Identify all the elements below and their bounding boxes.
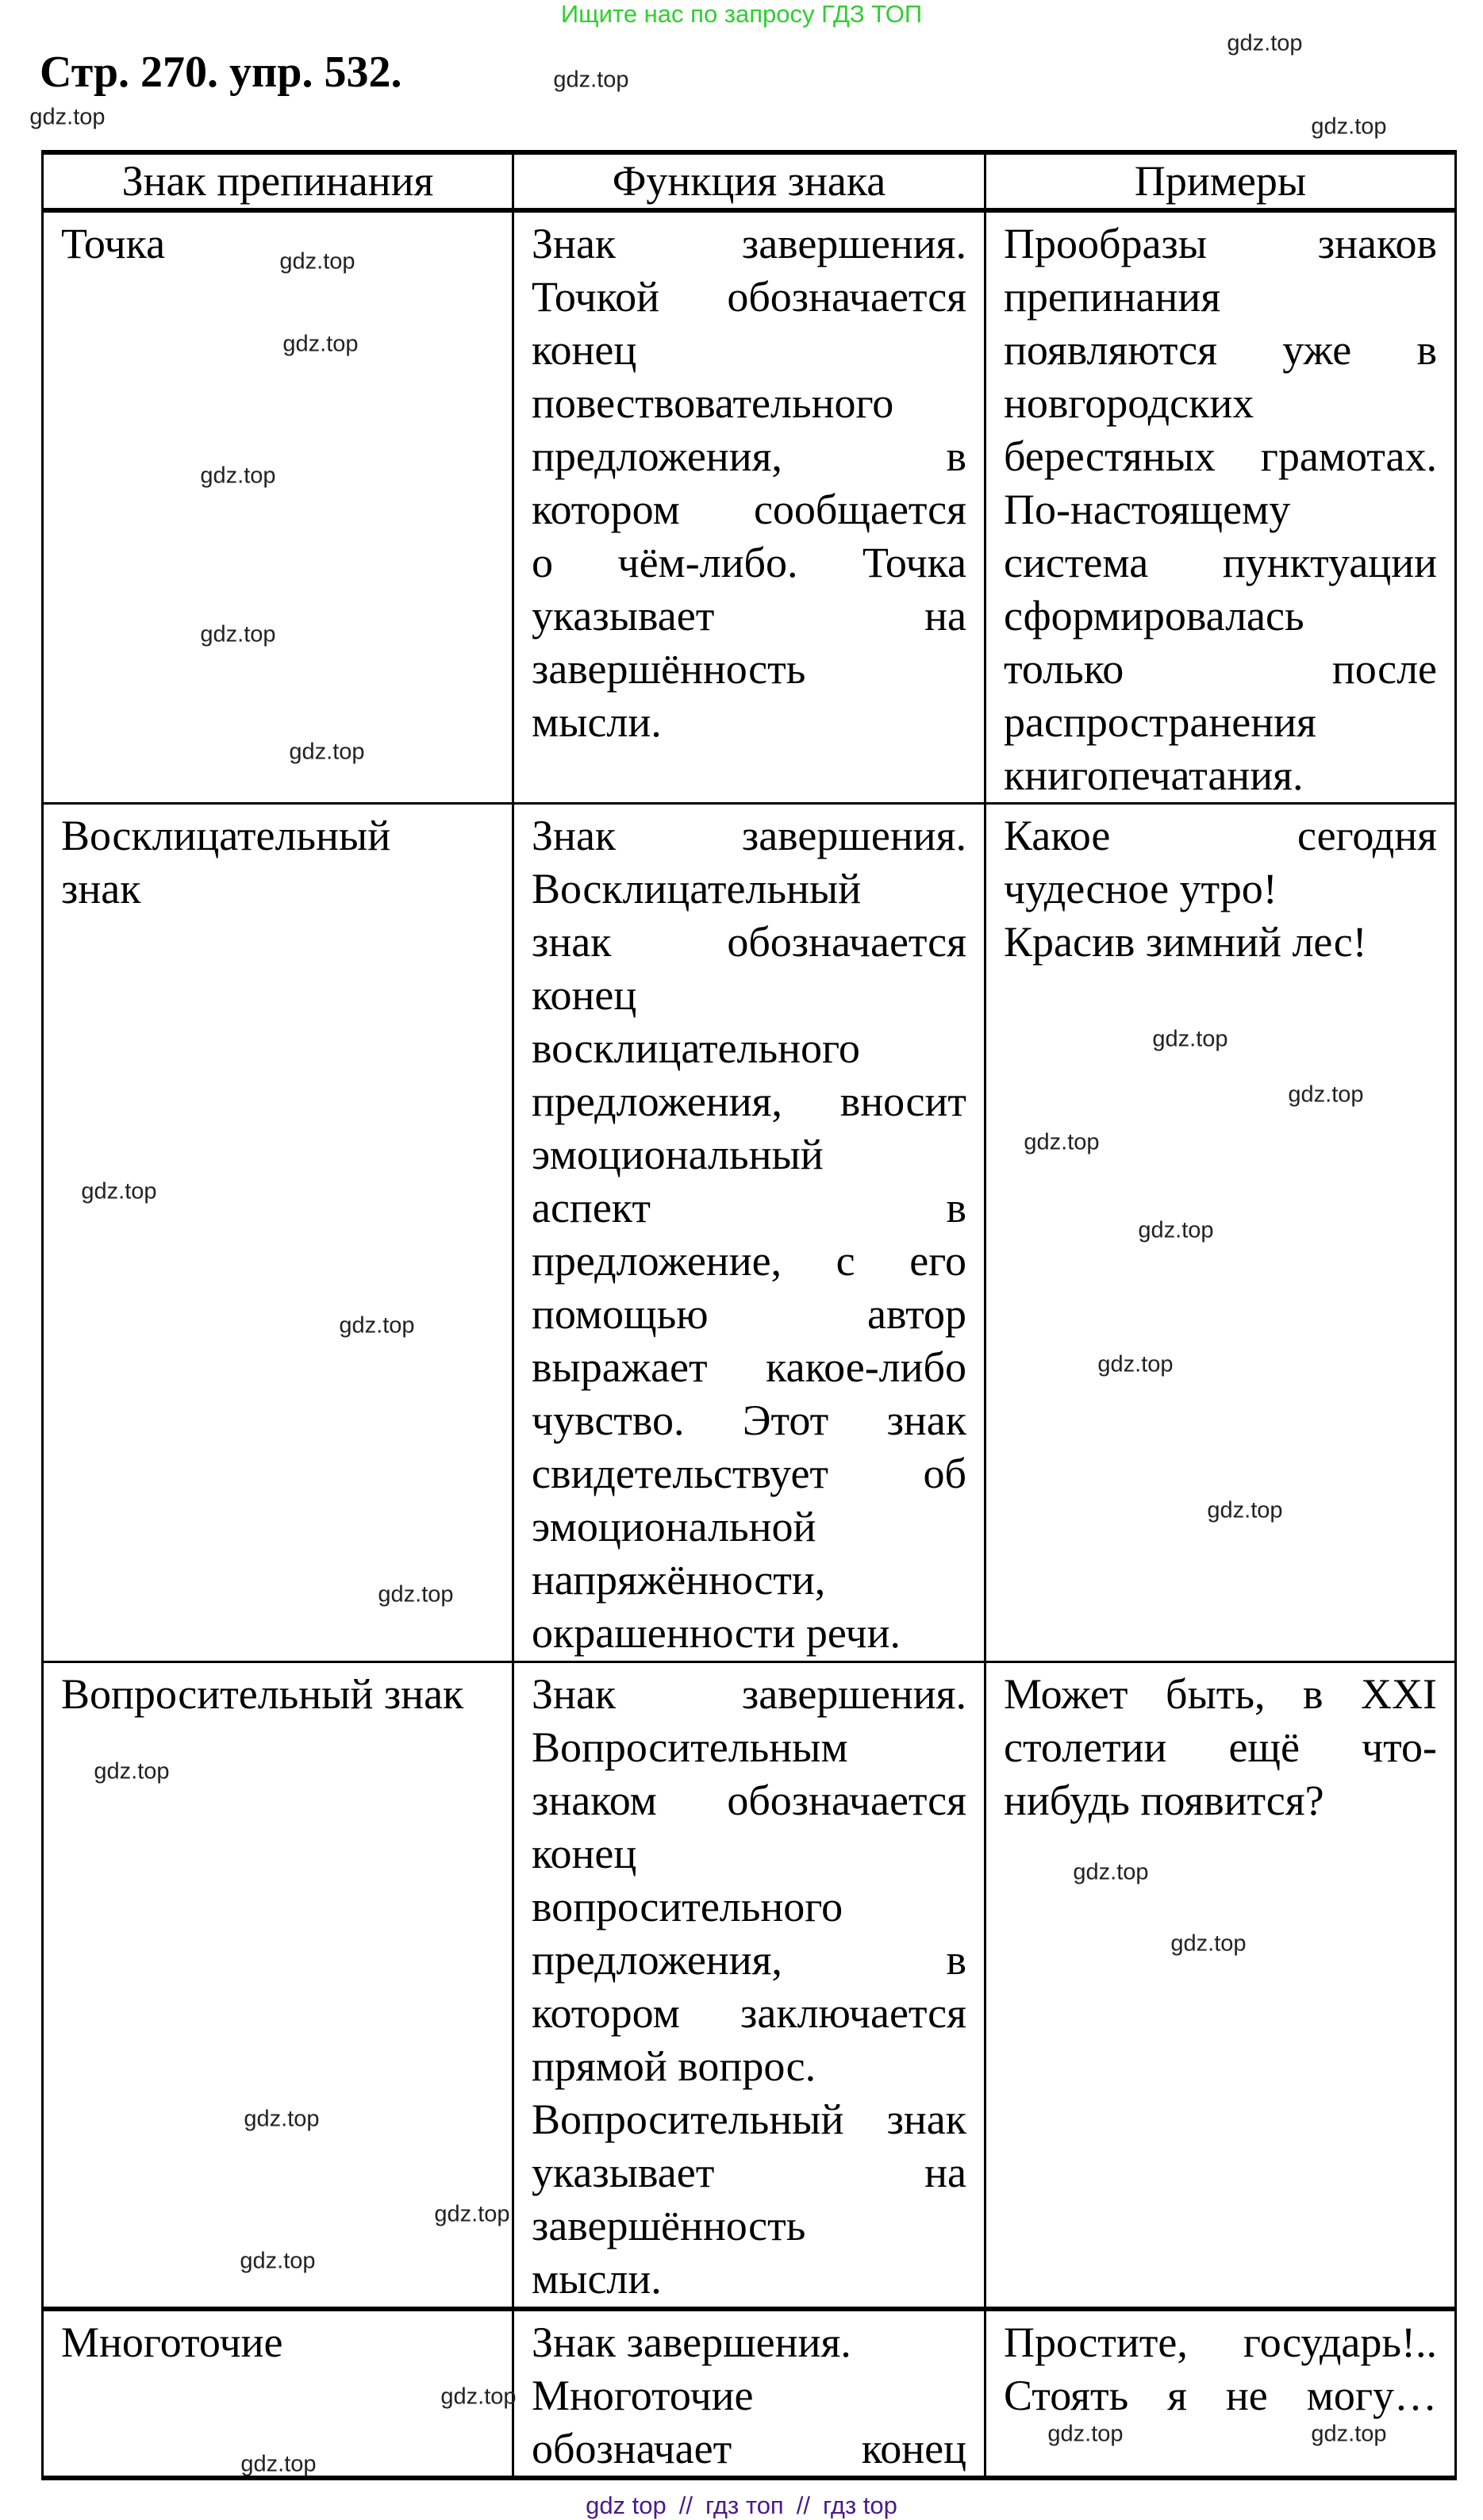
watermark: gdz.top — [1207, 1497, 1283, 1523]
text-line: повествовательного — [532, 379, 894, 427]
watermark: gdz.top — [553, 67, 629, 93]
text-line: Какое сегодня — [1004, 812, 1437, 859]
watermark: gdz.top — [200, 621, 276, 647]
text-line: прямой вопрос. — [532, 2042, 816, 2090]
watermark: gdz.top — [1227, 30, 1303, 56]
cell-function — [513, 210, 985, 804]
text-line: предложения, вносит — [532, 1078, 966, 1125]
watermark: gdz.top — [1311, 113, 1387, 140]
text-line: Может быть, в XXI — [1004, 1670, 1437, 1718]
text-line: Стоять я не могу… — [1004, 2372, 1437, 2419]
footer-link-gdz-top-ru[interactable]: гдз топ — [705, 2491, 784, 2519]
text-line: завершённость — [532, 2202, 806, 2249]
text-line: новгородских — [1004, 379, 1254, 427]
header-examples: Примеры — [985, 152, 1456, 210]
cell-sign — [43, 804, 513, 1662]
text-line: мысли. — [532, 2255, 662, 2303]
text-line: нибудь появится? — [1004, 1777, 1324, 1824]
watermark: gdz.top — [1138, 1217, 1214, 1243]
text-line: котором заключается — [532, 1989, 966, 2037]
text-line: окрашенности речи. — [532, 1609, 901, 1657]
text-line: чудесное утро! — [1004, 865, 1277, 912]
text-line: выражает какое-либо — [532, 1343, 966, 1391]
cell-function — [513, 804, 985, 1662]
text-line: Красив зимний лес! — [1004, 918, 1367, 966]
table-body — [43, 210, 1456, 2478]
watermark: gdz.top — [29, 104, 106, 130]
text-line: чувство. Этот знак — [532, 1396, 966, 1444]
text-line: столетии ещё что- — [1004, 1723, 1437, 1771]
watermark: gdz.top — [1170, 1930, 1247, 1957]
cell-sign — [43, 210, 513, 804]
text-line: только после — [1004, 645, 1437, 693]
watermark: gdz.top — [1024, 1129, 1100, 1155]
text-line: напряжённости, — [532, 1556, 826, 1604]
text-line: Знак завершения. — [532, 220, 966, 267]
text-line: Знак завершения. — [532, 1670, 966, 1718]
text-line: конец — [532, 1830, 637, 1877]
cell-function — [513, 1662, 985, 2310]
text-line: указывает на — [532, 592, 966, 640]
text-line: берестяных грамотах. — [1004, 432, 1437, 480]
text-line: указывает на — [532, 2149, 966, 2196]
text-line: система пунктуации — [1004, 539, 1437, 586]
text-line: знак — [61, 865, 141, 912]
text-line: сформировалась — [1004, 592, 1304, 640]
watermark: gdz.top — [1288, 1081, 1364, 1108]
text-line: Точка — [61, 220, 166, 267]
footer-separator: // — [796, 2491, 810, 2519]
text-line: препинания — [1004, 273, 1221, 321]
text-line: вопросительного — [532, 1883, 843, 1930]
text-line: Простите, государь!.. — [1004, 2318, 1437, 2366]
text-line: появляются уже в — [1004, 326, 1437, 374]
text-line: Знак завершения. — [532, 812, 966, 859]
footer-link-gdz-top-mixed[interactable]: гдз top — [822, 2491, 897, 2519]
cell-examples — [985, 1662, 1456, 2310]
watermark: gdz.top — [434, 2201, 510, 2227]
page-title: Стр. 270. упр. 532. — [40, 48, 402, 97]
watermark: gdz.top — [200, 463, 276, 489]
text-line: предложения, в — [532, 1936, 966, 1984]
text-line: Вопросительным — [532, 1723, 848, 1771]
footer-separator: // — [678, 2491, 693, 2519]
text-line: Многоточие — [532, 2372, 754, 2419]
watermark: gdz.top — [240, 2248, 316, 2274]
table-row — [43, 804, 1456, 1662]
table-header-row — [43, 152, 1456, 210]
text-line: Восклицательный — [61, 812, 391, 859]
watermark: gdz.top — [339, 1312, 415, 1339]
text-line: свидетельствует об — [532, 1450, 966, 1497]
text-line: Точкой обозначается — [532, 273, 966, 321]
text-line: конец — [532, 971, 637, 1019]
cell-examples — [985, 2309, 1456, 2478]
watermark: gdz.top — [289, 739, 365, 765]
watermark: gdz.top — [440, 2384, 517, 2410]
text-line: Прообразы знаков — [1004, 220, 1437, 267]
watermark: gdz.top — [81, 1178, 157, 1204]
header-function: Функция знака — [513, 152, 985, 210]
watermark: gdz.top — [1097, 1351, 1174, 1377]
watermark: gdz.top — [282, 331, 359, 357]
watermark: gdz.top — [279, 248, 355, 275]
text-line: помощью автор — [532, 1290, 966, 1338]
table-row — [43, 1662, 1456, 2310]
footer-link-gdz-top[interactable]: gdz top — [586, 2491, 667, 2519]
text-line: книгопечатания. — [1004, 751, 1304, 799]
text-line: эмоциональной — [532, 1503, 816, 1550]
text-line: По-настоящему — [1004, 486, 1291, 533]
text-line: о чём-либо. Точка — [532, 539, 966, 586]
text-line: восклицательного — [532, 1024, 860, 1072]
watermark: gdz.top — [244, 2106, 320, 2132]
text-line: Вопросительный знак — [532, 2096, 966, 2143]
text-line: завершённость — [532, 645, 806, 693]
watermark: gdz.top — [1047, 2421, 1124, 2447]
watermark: gdz.top — [1311, 2421, 1387, 2447]
text-line: знак обозначается — [532, 918, 966, 966]
header-sign: Знак препинания — [43, 152, 513, 210]
text-line: Знак завершения. — [532, 2318, 851, 2366]
text-line: Вопросительный знак — [61, 1670, 464, 1718]
text-line: предложение, с его — [532, 1237, 966, 1285]
text-line: Восклицательный — [532, 865, 862, 912]
cell-examples — [985, 210, 1456, 804]
watermark: gdz.top — [1073, 1859, 1149, 1885]
table-row — [43, 210, 1456, 804]
watermark: gdz.top — [378, 1581, 454, 1608]
promo-banner[interactable]: Ищите нас по запросу ГДЗ ТОП — [560, 0, 923, 28]
text-line: мысли. — [532, 698, 662, 746]
watermark: gdz.top — [94, 1758, 170, 1784]
text-line: предложения, в — [532, 432, 966, 480]
text-line: аспект в — [532, 1184, 966, 1231]
text-line: знаком обозначается — [532, 1777, 966, 1824]
cell-examples — [985, 804, 1456, 1662]
cell-function — [513, 2309, 985, 2478]
text-line: котором сообщается — [532, 486, 966, 533]
text-line: конец — [532, 326, 637, 374]
watermark: gdz.top — [1152, 1026, 1228, 1052]
text-line: распространения — [1004, 698, 1316, 746]
text-line: эмоциональный — [532, 1131, 824, 1178]
text-line: Многоточие — [61, 2318, 283, 2366]
watermark: gdz.top — [240, 2451, 317, 2477]
text-line: обозначает конец — [532, 2425, 966, 2472]
